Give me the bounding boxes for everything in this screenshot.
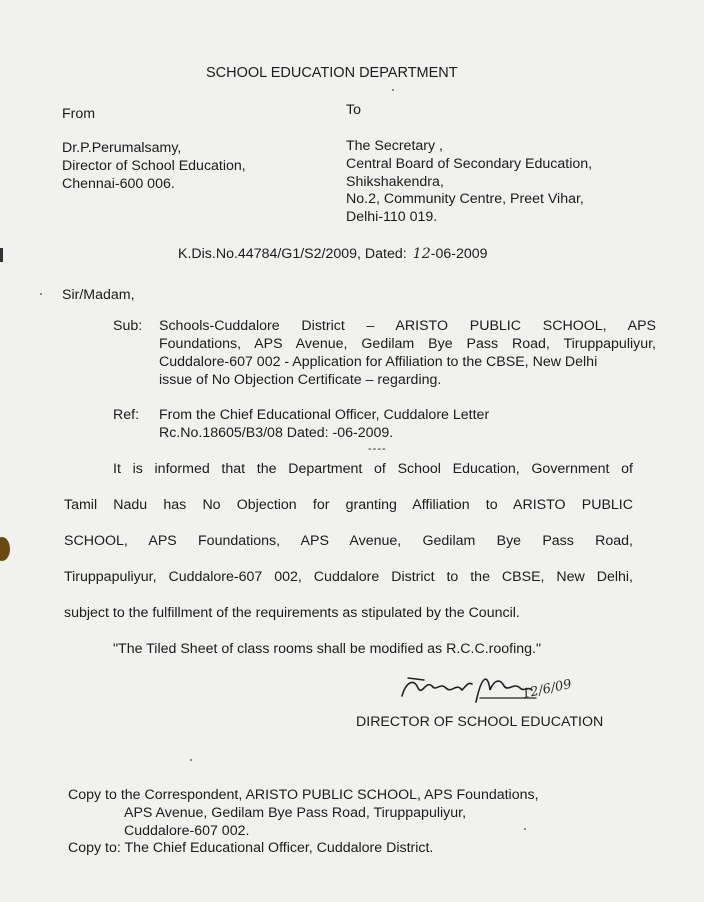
reference-line-2: Rc.No.18605/B3/08 Dated: -06-2009. [159,425,394,441]
subject-line-4: issue of No Objection Certificate – regarding. [159,372,442,388]
to-label: To [346,102,361,118]
from-place: Chennai-600 006. [62,176,175,192]
copy-line-3: Cuddalore-607 002. [124,823,250,839]
signature-date: 12/6/09 [520,676,574,703]
handwritten-date: 12 [412,246,431,262]
reference-number-text: K.Dis.No.44784/G1/S2/2009, Dated: [178,246,407,262]
speck [392,89,394,91]
speck [40,293,42,295]
subject-line-3: Cuddalore-607 002 - Application for Affiliation to the CBSE, New Delhi [159,354,598,370]
to-line-3: Shikshakendra, [346,174,444,190]
to-line-2: Central Board of Secondary Education, [346,156,593,172]
reference-line-1: From the Chief Educational Officer, Cuddalore Letter [159,407,490,423]
body-line-1: It is informed that the Department of School Education, Government of [113,461,633,477]
to-line-5: Delhi-110 019. [346,209,438,225]
to-line-4: No.2, Community Centre, Preet Vihar, [346,191,584,207]
from-designation: Director of School Education, [62,158,246,174]
body-line-5: subject to the fulfillment of the requirements as stipulated by the Council. [64,605,520,621]
binder-hole [0,537,10,561]
salutation: Sir/Madam, [62,287,135,303]
speck [524,828,526,830]
from-name: Dr.P.Perumalsamy, [62,140,182,156]
body-line-3: SCHOOL, APS Foundations, APS Avenue, Gedilam Bye Pass Road, [64,533,633,549]
department-heading: SCHOOL EDUCATION DEPARTMENT [206,65,458,81]
to-line-1: The Secretary , [346,138,443,154]
margin-mark [0,248,3,262]
subject-line-1: Schools-Cuddalore District – ARISTO PUBLIC SCHOOL, APS [159,318,656,334]
subject-label: Sub: [113,318,143,334]
copy-line-1: Copy to the Correspondent, ARISTO PUBLIC SCHOOL, APS Foundations, [68,787,539,803]
divider: ---- [368,443,387,455]
from-label: From [62,106,96,122]
date-suffix: -06-2009 [430,246,488,262]
subject-line-2: Foundations, APS Avenue, Gedilam Bye Pass Road, Tiruppapuliyur, [159,336,656,352]
speck [190,759,192,761]
reference-label: Ref: [113,407,140,423]
copy-line-2: APS Avenue, Gedilam Bye Pass Road, Tiruppapuliyur, [124,805,467,821]
copy-line-4: Copy to: The Chief Educational Officer, Cuddalore District. [68,840,434,856]
reference-number [178,245,488,263]
signatory-title: DIRECTOR OF SCHOOL EDUCATION [356,714,604,730]
condition-quote: "The Tiled Sheet of class rooms shall be modified as R.C.C.roofing." [113,641,542,657]
body-line-2: Tamil Nadu has No Objection for granting Affiliation to ARISTO PUBLIC [64,497,633,513]
body-line-4: Tiruppapuliyur, Cuddalore-607 002, Cuddalore District to the CBSE, New Delhi, [64,569,633,585]
